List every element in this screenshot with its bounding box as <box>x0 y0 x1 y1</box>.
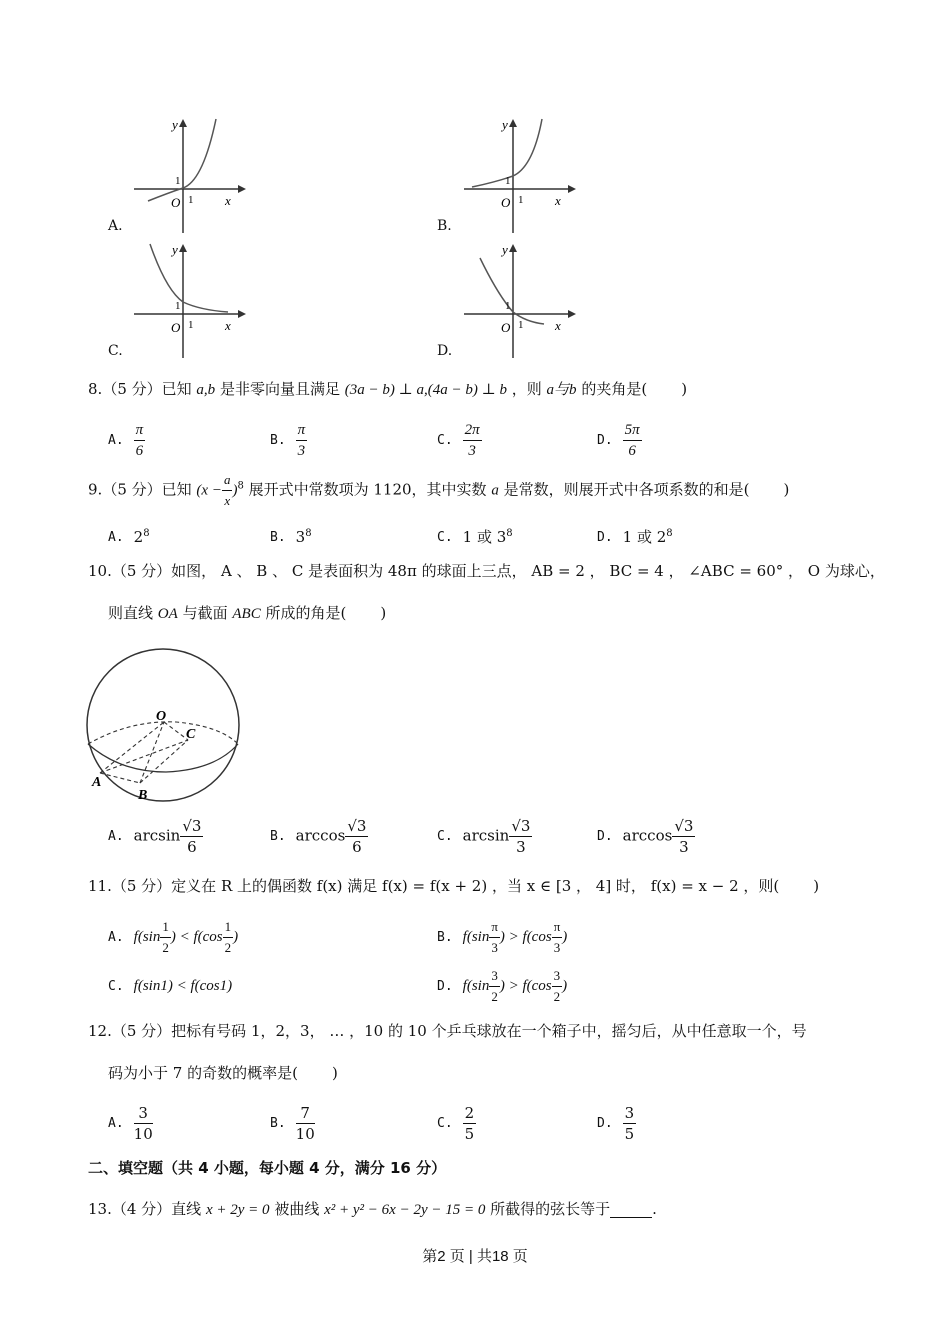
q9-option-a[interactable]: A. $2^8$ <box>108 528 150 546</box>
graph-a <box>128 115 248 235</box>
section-back-arc <box>88 722 238 744</box>
label-a: A <box>92 775 102 790</box>
svg-text:y: y <box>502 242 508 257</box>
sphere-figure <box>80 642 250 807</box>
q12-option-d[interactable]: D. $\frac{3}{5}$ <box>597 1104 635 1143</box>
graph-c <box>128 240 248 360</box>
label-o: O <box>156 709 167 724</box>
q12-stem-line1: 12.（5 分）把标有号码 1，2，3， … ，10 的 10 个乒乓球放在一个箱子中，摇匀后，从中任意取一个，号 <box>88 1022 807 1040</box>
page-footer: 第2 页 | 共18 页 <box>422 1248 528 1265</box>
q12-option-b[interactable]: B. $\frac{7}{10}$ <box>270 1104 315 1143</box>
graph-d <box>458 240 578 360</box>
graph-a-x-arrow <box>238 185 246 193</box>
q11-option-b[interactable]: B. f(sin $\frac{\pi}{3}$ ) > f(cos $\frac{\pi}{3}$ ) <box>437 919 568 955</box>
q13-answer-blank[interactable] <box>610 1203 652 1218</box>
q12-option-c[interactable]: C. $\frac{2}{5}$ <box>437 1104 475 1143</box>
svg-text:1: 1 <box>505 175 511 187</box>
label-b: B <box>138 788 148 803</box>
svg-text:O: O <box>501 320 511 335</box>
svg-text:1: 1 <box>505 300 511 312</box>
svg-text:y: y <box>172 242 178 257</box>
section-front-arc <box>88 744 238 772</box>
q9-option-c[interactable]: C. 1 或 $3^8$ <box>437 528 513 546</box>
q11-option-a[interactable]: A. f(sin $\frac{1}{2}$ ) < f(cos $\frac{1}{2}$ ) <box>108 919 239 955</box>
graph-b-letter: B. <box>437 218 452 234</box>
graph-a-origin: O <box>171 195 181 210</box>
svg-text:1: 1 <box>188 319 194 331</box>
graph-c-letter: C. <box>108 343 123 359</box>
q9-option-b[interactable]: B. $3^8$ <box>270 528 312 546</box>
q10-option-c[interactable]: C. arcsin $\frac{√3}{3}$ <box>437 817 531 856</box>
svg-text:x: x <box>555 318 561 333</box>
graph-c-curve <box>150 244 228 312</box>
q10-stem-line2: 则直线 OA 与截面 ABC 所成的角是( ) <box>108 604 387 622</box>
triangle-lines <box>100 722 188 783</box>
q8-stem: 8.（5 分）已知 a,b 是非零向量且满足 (3a − b) ⊥ a,(4a − b) ⊥ b ，则 a与b 的夹角是( ) <box>88 380 688 398</box>
q8-option-b[interactable]: B. $\frac{\pi}{3}$ <box>270 422 306 459</box>
q13-stem: 13.（4 分）直线 x + 2y = 0 被曲线 x² + y² − 6x − 2y − 15 = 0 所截得的弦长等于 . <box>88 1200 657 1218</box>
q11-option-d[interactable]: D. f(sin $\frac{3}{2}$ ) > f(cos $\frac{3}{2}$ ) <box>437 968 568 1004</box>
svg-text:1: 1 <box>175 300 181 312</box>
q8-option-d[interactable]: D. $\frac{5\pi}{6}$ <box>597 422 640 459</box>
sphere-circle <box>87 649 239 801</box>
graph-a-y-arrow <box>179 119 187 127</box>
section-title: 二、填空题（共 4 小题，每小题 4 分，满分 16 分） <box>88 1159 447 1177</box>
q8-option-c[interactable]: C. $\frac{2\pi}{3}$ <box>437 422 480 459</box>
q8-option-a[interactable]: A. $\frac{\pi}{6}$ <box>108 422 144 459</box>
svg-text:y: y <box>502 117 508 132</box>
graph-a-y-label: y <box>172 117 178 132</box>
svg-text:O: O <box>171 320 181 335</box>
svg-text:1: 1 <box>518 319 524 331</box>
graph-a-one-x: 1 <box>188 194 194 206</box>
q12-option-a[interactable]: A. $\frac{3}{10}$ <box>108 1104 153 1143</box>
q10-option-d[interactable]: D. arccos $\frac{√3}{3}$ <box>597 817 694 856</box>
svg-text:x: x <box>555 193 561 208</box>
q9-option-d[interactable]: D. 1 或 $2^8$ <box>597 528 673 546</box>
q11-option-c[interactable]: C. f(sin1) < f(cos1) <box>108 978 233 994</box>
graph-a-x-label: x <box>225 193 231 208</box>
graph-a-one-y: 1 <box>175 175 181 187</box>
q10-stem-line1: 10.（5 分）如图， A 、 B 、 C 是表面积为 48π 的球面上三点， AB = 2 ， BC = 4 ， ∠ABC = 60° ， O 为球心， <box>88 562 885 580</box>
svg-text:O: O <box>501 195 511 210</box>
q10-option-b[interactable]: B. arccos $\frac{√3}{6}$ <box>270 817 367 856</box>
label-c: C <box>186 727 196 742</box>
q9-stem: 9.（5 分）已知 (x − $\frac{a}{x}$ )$^8$ 展开式中常数项为 1120，其中实数 a 是常数，则展开式中各项系数的和是( ) <box>88 472 790 508</box>
graph-a-letter: A. <box>108 218 123 234</box>
svg-text:1: 1 <box>518 194 524 206</box>
graph-b <box>458 115 578 235</box>
q10-option-a[interactable]: A. arcsin $\frac{√3}{6}$ <box>108 817 202 856</box>
q11-stem: 11.（5 分）定义在 R 上的偶函数 f(x) 满足 f(x) = f(x + 2) ，当 x ∈ [3 ， 4] 时， f(x) = x − 2 ，则( ) <box>88 877 820 895</box>
graph-d-letter: D. <box>437 343 453 359</box>
svg-text:x: x <box>225 318 231 333</box>
q12-stem-line2: 码为小于 7 的奇数的概率是( ) <box>108 1064 338 1082</box>
